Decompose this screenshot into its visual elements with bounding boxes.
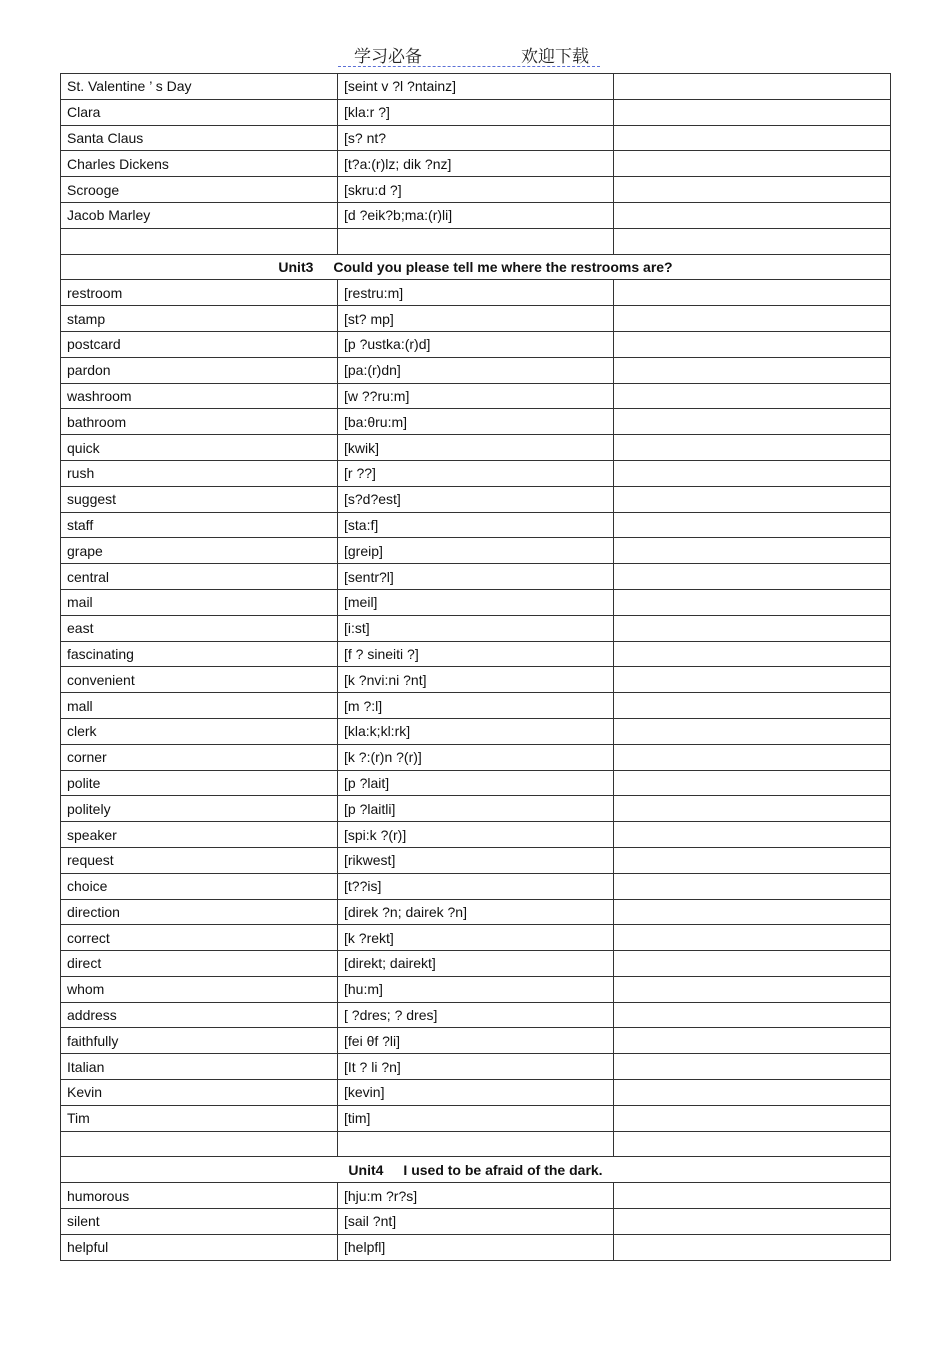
meaning-cell	[614, 125, 891, 151]
table-row	[61, 718, 891, 744]
phonetic-cell: [ba:θru:m]	[338, 409, 614, 435]
table-row	[61, 1002, 891, 1028]
meaning-cell	[614, 796, 891, 822]
table-row	[61, 847, 891, 873]
word-cell: faithfully	[61, 1028, 338, 1054]
word-cell: Tim	[61, 1105, 338, 1131]
phonetic-cell: [seint v ?l ?ntainz]	[338, 74, 614, 100]
table-row	[61, 202, 891, 228]
table-row	[61, 615, 891, 641]
phonetic-cell: [r ??]	[338, 460, 614, 486]
word-cell: helpful	[61, 1234, 338, 1260]
page-header	[338, 40, 600, 67]
table-row	[61, 435, 891, 461]
table-row	[61, 486, 891, 512]
table-row	[61, 125, 891, 151]
table-row	[61, 796, 891, 822]
table-row	[61, 460, 891, 486]
meaning-cell	[614, 512, 891, 538]
word-cell: Jacob Marley	[61, 202, 338, 228]
vocabulary-table-body	[61, 74, 891, 1261]
table-row	[61, 228, 891, 254]
meaning-cell	[614, 177, 891, 203]
phonetic-cell: [direkt; dairekt]	[338, 951, 614, 977]
meaning-cell	[614, 1080, 891, 1106]
word-cell: washroom	[61, 383, 338, 409]
word-cell: central	[61, 564, 338, 590]
phonetic-cell: [k ?rekt]	[338, 925, 614, 951]
word-cell: politely	[61, 796, 338, 822]
phonetic-cell: [m ?:l]	[338, 693, 614, 719]
phonetic-cell: [It ? li ?n]	[338, 1054, 614, 1080]
phonetic-cell: [rikwest]	[338, 847, 614, 873]
table-row	[61, 331, 891, 357]
meaning-cell	[614, 1209, 891, 1235]
word-cell: quick	[61, 435, 338, 461]
word-cell: grape	[61, 538, 338, 564]
phonetic-cell: [w ??ru:m]	[338, 383, 614, 409]
word-cell: silent	[61, 1209, 338, 1235]
word-cell: Santa Claus	[61, 125, 338, 151]
table-row	[61, 899, 891, 925]
meaning-cell	[614, 589, 891, 615]
word-cell: direct	[61, 951, 338, 977]
word-cell: postcard	[61, 331, 338, 357]
table-row	[61, 667, 891, 693]
word-cell: fascinating	[61, 641, 338, 667]
meaning-cell	[614, 693, 891, 719]
unit-heading	[61, 254, 891, 280]
phonetic-cell: [direk ?n; dairek ?n]	[338, 899, 614, 925]
unit-number: Unit4	[348, 1161, 384, 1178]
table-row	[61, 512, 891, 538]
phonetic-cell: [kwik]	[338, 435, 614, 461]
meaning-cell	[614, 1183, 891, 1209]
meaning-cell	[614, 822, 891, 848]
meaning-cell	[614, 718, 891, 744]
word-cell: east	[61, 615, 338, 641]
table-row	[61, 925, 891, 951]
meaning-cell	[614, 873, 891, 899]
table-row	[61, 744, 891, 770]
word-cell: suggest	[61, 486, 338, 512]
table-row	[61, 641, 891, 667]
table-row	[61, 99, 891, 125]
word-cell: Clara	[61, 99, 338, 125]
table-row	[61, 822, 891, 848]
meaning-cell	[614, 1002, 891, 1028]
table-row	[61, 306, 891, 332]
phonetic-cell	[338, 228, 614, 254]
meaning-cell	[614, 74, 891, 100]
phonetic-cell: [k ?nvi:ni ?nt]	[338, 667, 614, 693]
word-cell: corner	[61, 744, 338, 770]
phonetic-cell: [st? mp]	[338, 306, 614, 332]
meaning-cell	[614, 564, 891, 590]
phonetic-cell: [kla:k;kl:rk]	[338, 718, 614, 744]
word-cell: Italian	[61, 1054, 338, 1080]
word-cell: mail	[61, 589, 338, 615]
phonetic-cell: [hju:m ?r?s]	[338, 1183, 614, 1209]
word-cell: mall	[61, 693, 338, 719]
meaning-cell	[614, 1054, 891, 1080]
table-row	[61, 1028, 891, 1054]
word-cell: convenient	[61, 667, 338, 693]
phonetic-cell: [skru:d ?]	[338, 177, 614, 203]
word-cell: request	[61, 847, 338, 873]
table-row	[61, 873, 891, 899]
table-row	[61, 177, 891, 203]
table-row	[61, 1054, 891, 1080]
word-cell: speaker	[61, 822, 338, 848]
meaning-cell	[614, 435, 891, 461]
phonetic-cell: [p ?laitli]	[338, 796, 614, 822]
word-cell: direction	[61, 899, 338, 925]
meaning-cell	[614, 228, 891, 254]
table-row	[61, 383, 891, 409]
meaning-cell	[614, 641, 891, 667]
phonetic-cell	[338, 1131, 614, 1157]
phonetic-cell: [t??is]	[338, 873, 614, 899]
meaning-cell	[614, 770, 891, 796]
unit-title: Could you please tell me where the restrooms are?	[333, 258, 673, 275]
meaning-cell	[614, 383, 891, 409]
phonetic-cell: [s?d?est]	[338, 486, 614, 512]
phonetic-cell: [greip]	[338, 538, 614, 564]
word-cell: humorous	[61, 1183, 338, 1209]
table-row	[61, 951, 891, 977]
meaning-cell	[614, 1028, 891, 1054]
meaning-cell	[614, 409, 891, 435]
meaning-cell	[614, 951, 891, 977]
word-cell: address	[61, 1002, 338, 1028]
unit-number: Unit3	[278, 258, 314, 275]
vocabulary-table	[60, 73, 891, 1261]
word-cell: pardon	[61, 357, 338, 383]
meaning-cell	[614, 357, 891, 383]
phonetic-cell: [s? nt?	[338, 125, 614, 151]
meaning-cell	[614, 331, 891, 357]
word-cell: polite	[61, 770, 338, 796]
meaning-cell	[614, 1105, 891, 1131]
table-row	[61, 357, 891, 383]
table-row	[61, 151, 891, 177]
meaning-cell	[614, 460, 891, 486]
phonetic-cell: [spi:k ?(r)]	[338, 822, 614, 848]
meaning-cell	[614, 847, 891, 873]
table-row	[61, 1183, 891, 1209]
phonetic-cell: [pa:(r)dn]	[338, 357, 614, 383]
meaning-cell	[614, 976, 891, 1002]
table-row	[61, 1209, 891, 1235]
table-row	[61, 280, 891, 306]
phonetic-cell: [i:st]	[338, 615, 614, 641]
phonetic-cell: [tim]	[338, 1105, 614, 1131]
table-row	[61, 1080, 891, 1106]
unit-heading-row	[61, 254, 891, 280]
phonetic-cell: [kla:r ?]	[338, 99, 614, 125]
table-row	[61, 1234, 891, 1260]
word-cell: staff	[61, 512, 338, 538]
meaning-cell	[614, 744, 891, 770]
meaning-cell	[614, 306, 891, 332]
table-row	[61, 589, 891, 615]
table-row	[61, 564, 891, 590]
word-cell: clerk	[61, 718, 338, 744]
header-right-text: 欢迎下载	[521, 47, 589, 67]
header-left-text: 学习必备	[354, 47, 422, 67]
phonetic-cell: [d ?eik?b;ma:(r)li]	[338, 202, 614, 228]
word-cell: correct	[61, 925, 338, 951]
word-cell: choice	[61, 873, 338, 899]
table-row	[61, 693, 891, 719]
table-row	[61, 409, 891, 435]
phonetic-cell: [sta:f]	[338, 512, 614, 538]
phonetic-cell: [sentr?l]	[338, 564, 614, 590]
meaning-cell	[614, 99, 891, 125]
phonetic-cell: [f ? sineiti ?]	[338, 641, 614, 667]
word-cell: restroom	[61, 280, 338, 306]
phonetic-cell: [hu:m]	[338, 976, 614, 1002]
unit-heading	[61, 1157, 891, 1183]
phonetic-cell: [sail ?nt]	[338, 1209, 614, 1235]
unit-heading-row	[61, 1157, 891, 1183]
phonetic-cell: [p ?lait]	[338, 770, 614, 796]
unit-title: I used to be afraid of the dark.	[403, 1161, 603, 1178]
word-cell: St. Valentine ’ s Day	[61, 74, 338, 100]
word-cell: Kevin	[61, 1080, 338, 1106]
meaning-cell	[614, 899, 891, 925]
word-cell: stamp	[61, 306, 338, 332]
table-row	[61, 1131, 891, 1157]
table-row	[61, 538, 891, 564]
meaning-cell	[614, 280, 891, 306]
table-row	[61, 1105, 891, 1131]
meaning-cell	[614, 486, 891, 512]
meaning-cell	[614, 925, 891, 951]
word-cell: bathroom	[61, 409, 338, 435]
meaning-cell	[614, 667, 891, 693]
word-cell: rush	[61, 460, 338, 486]
phonetic-cell: [helpfl]	[338, 1234, 614, 1260]
word-cell	[61, 1131, 338, 1157]
table-row	[61, 770, 891, 796]
phonetic-cell: [k ?:(r)n ?(r)]	[338, 744, 614, 770]
phonetic-cell: [meil]	[338, 589, 614, 615]
meaning-cell	[614, 151, 891, 177]
meaning-cell	[614, 1234, 891, 1260]
phonetic-cell: [restru:m]	[338, 280, 614, 306]
word-cell: Scrooge	[61, 177, 338, 203]
meaning-cell	[614, 1131, 891, 1157]
meaning-cell	[614, 538, 891, 564]
phonetic-cell: [kevin]	[338, 1080, 614, 1106]
phonetic-cell: [p ?ustka:(r)d]	[338, 331, 614, 357]
word-cell	[61, 228, 338, 254]
meaning-cell	[614, 615, 891, 641]
table-row	[61, 74, 891, 100]
phonetic-cell: [ ?dres; ? dres]	[338, 1002, 614, 1028]
word-cell: whom	[61, 976, 338, 1002]
word-cell: Charles Dickens	[61, 151, 338, 177]
phonetic-cell: [t?a:(r)lz; dik ?nz]	[338, 151, 614, 177]
phonetic-cell: [fei θf ?li]	[338, 1028, 614, 1054]
meaning-cell	[614, 202, 891, 228]
table-row	[61, 976, 891, 1002]
